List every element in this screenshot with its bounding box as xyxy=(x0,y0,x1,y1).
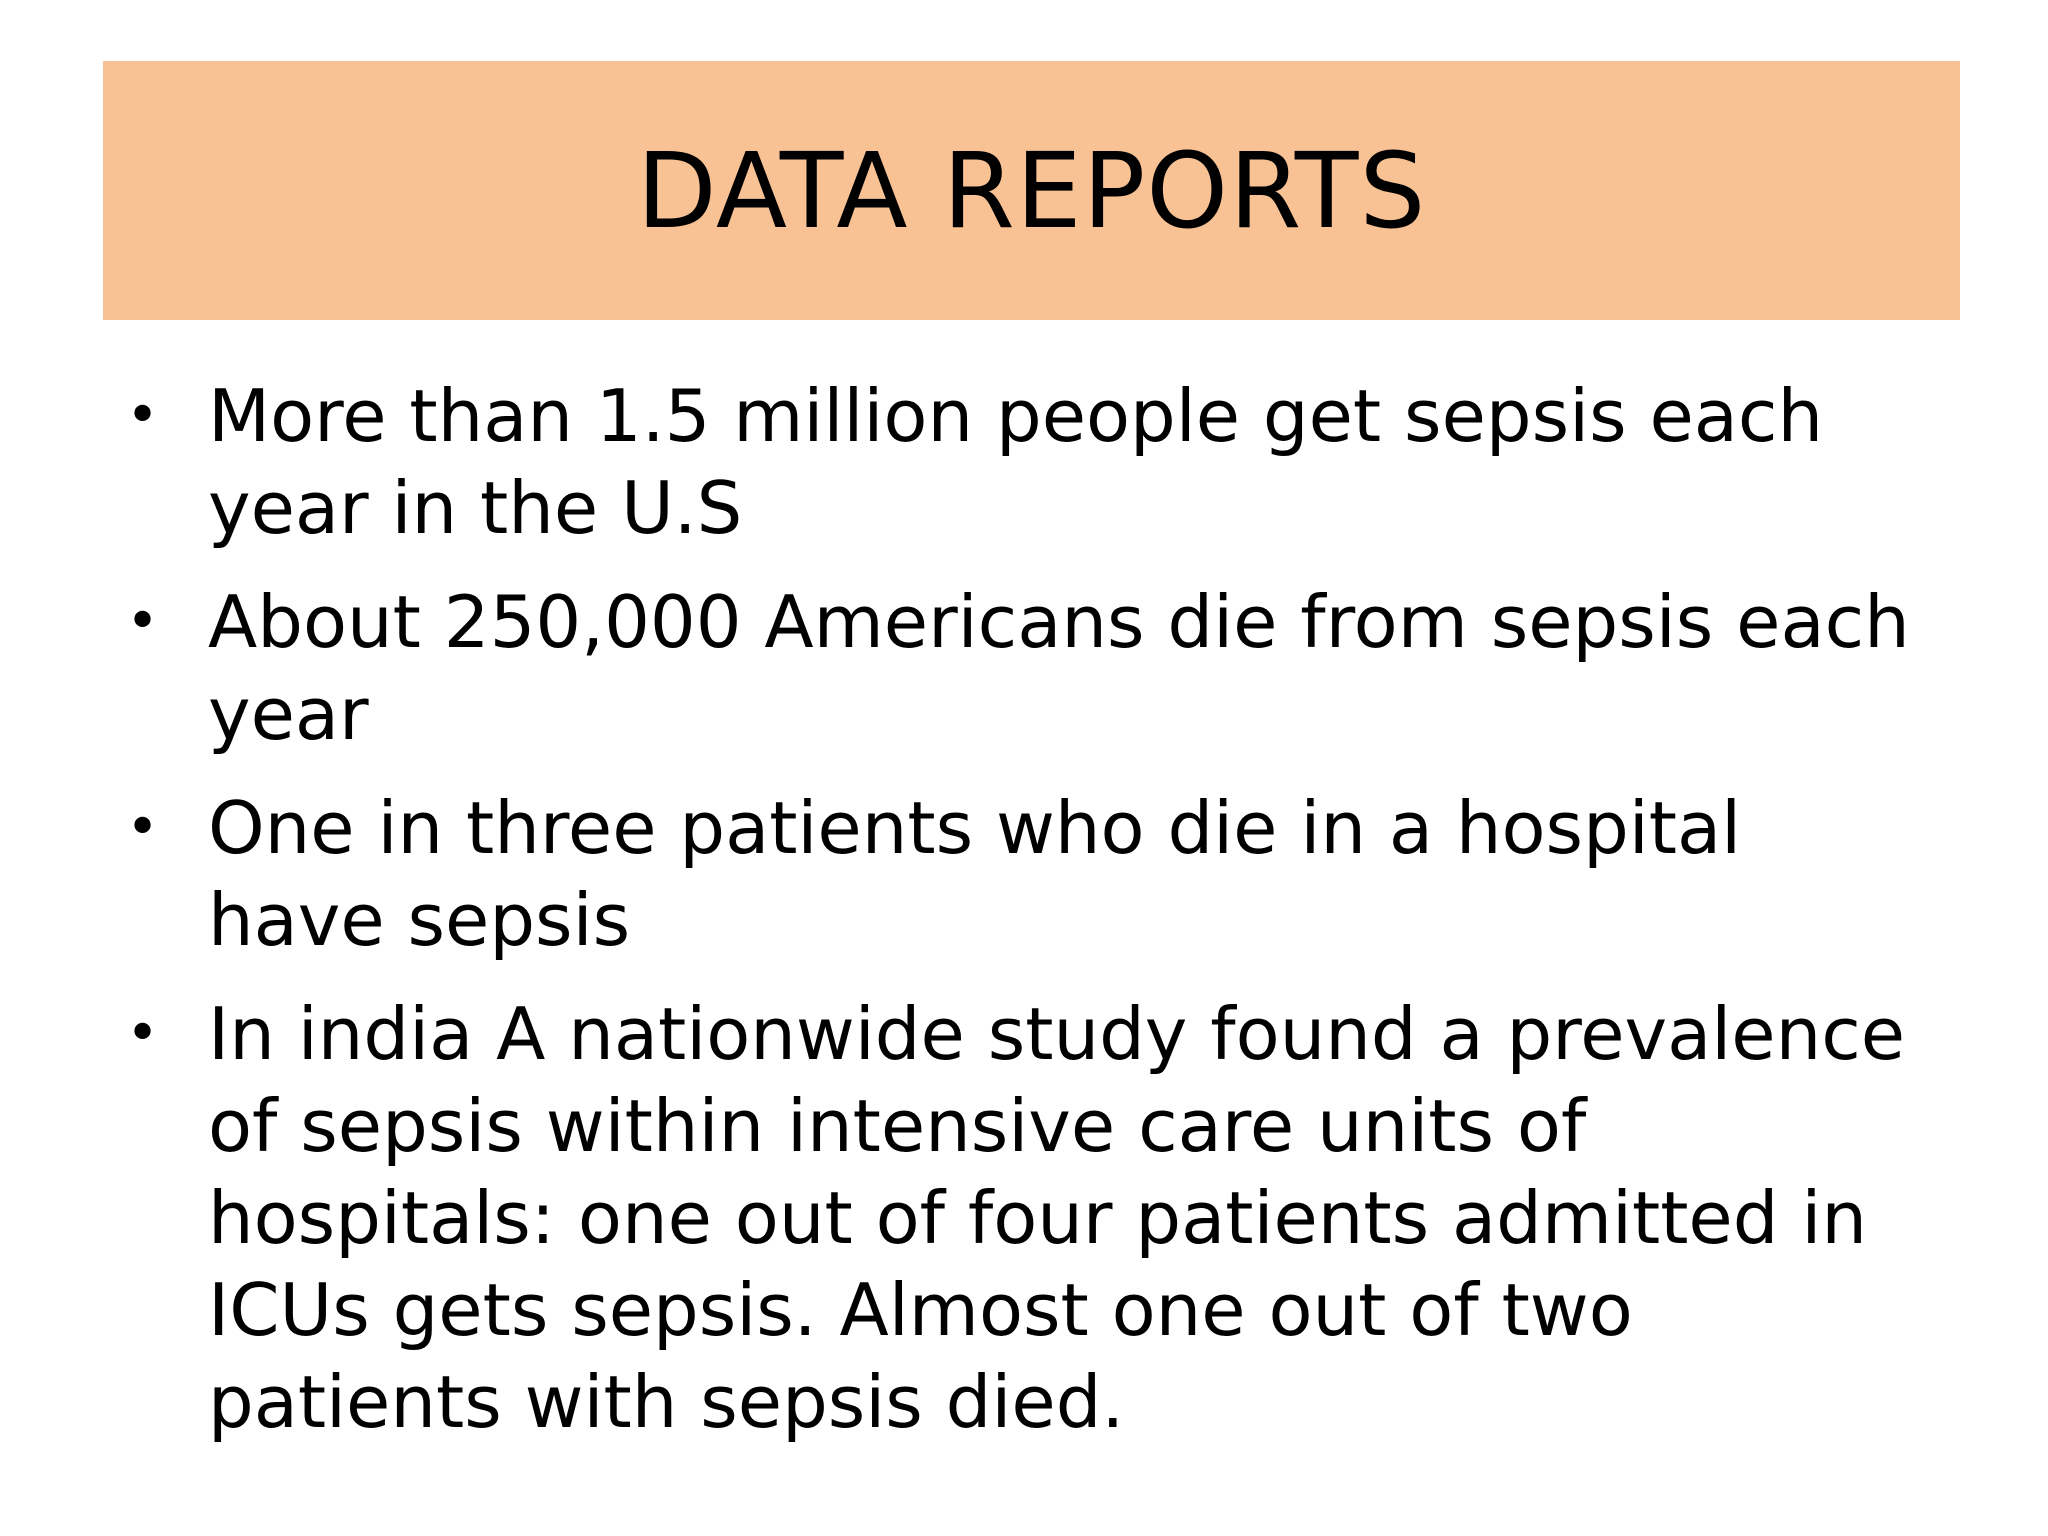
list-item xyxy=(120,782,1960,966)
bullet-list xyxy=(120,370,1960,1470)
bullet-text: One in three patients who die in a hospital have sepsis xyxy=(208,786,1742,962)
bullet-icon: • xyxy=(126,795,160,860)
bullet-icon: • xyxy=(126,589,160,654)
bullet-text: About 250,000 Americans die from sepsis each year xyxy=(208,580,1910,756)
list-item xyxy=(120,370,1960,554)
list-item xyxy=(120,988,1960,1448)
bullet-icon: • xyxy=(126,383,160,448)
slide-title: DATA REPORTS xyxy=(636,129,1427,252)
title-band xyxy=(103,61,1960,320)
bullet-text: In india A nationwide study found a prevalence of sepsis within intensive care units of hospitals: one out of four patients admitted in ICUs gets sepsis. Almost one out of two patients with sepsis died. xyxy=(208,992,1906,1444)
bullet-text: More than 1.5 million people get sepsis each year in the U.S xyxy=(208,374,1824,550)
list-item xyxy=(120,576,1960,760)
bullet-icon: • xyxy=(126,1001,160,1066)
